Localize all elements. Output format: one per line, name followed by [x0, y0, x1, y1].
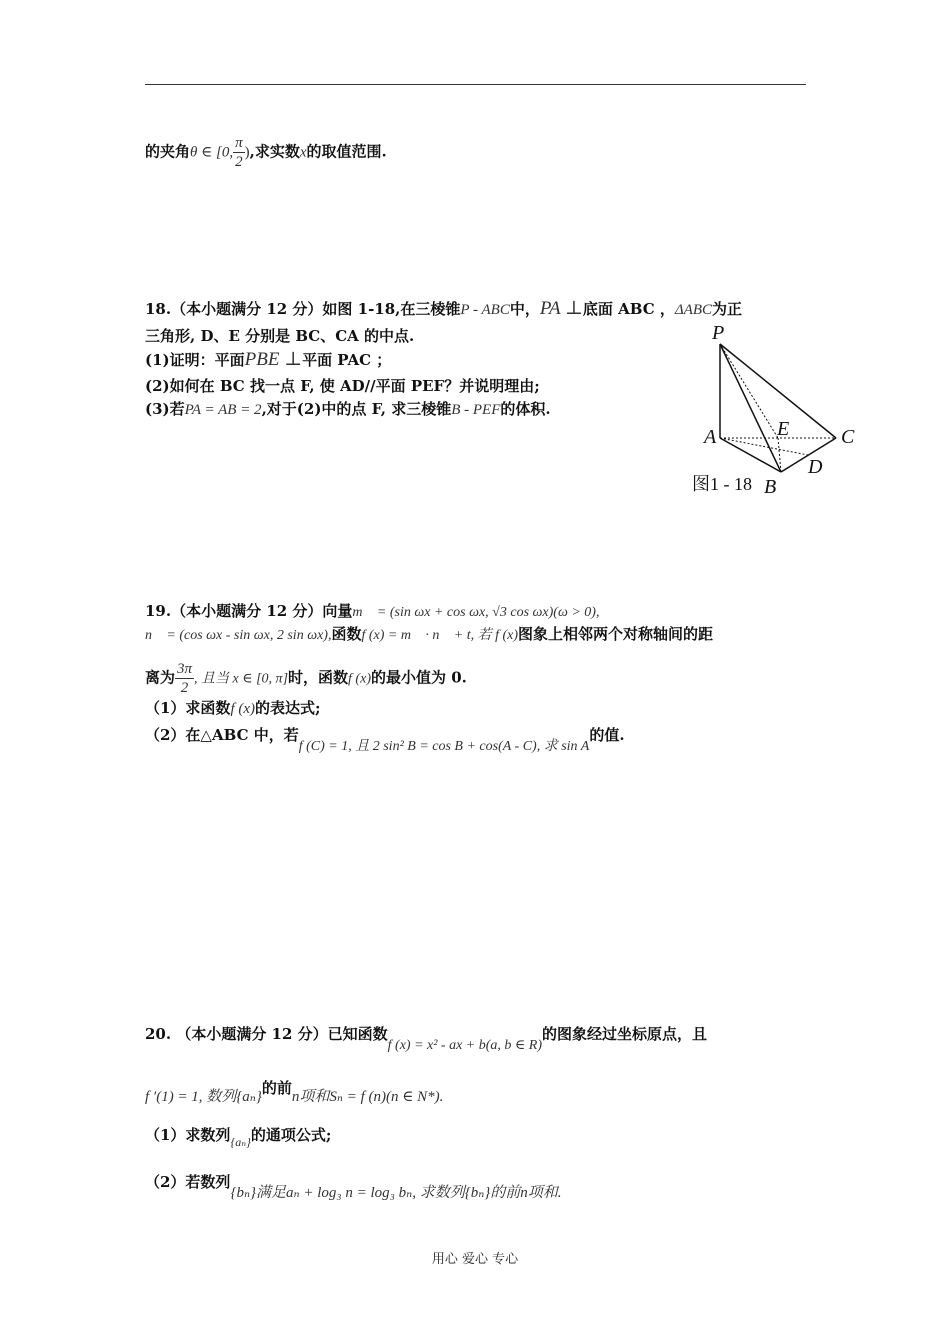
q19-line1: 19.（本小题满分 12 分）向量m⃗ = (sin ωx + cos ωx, √3 cos ωx)(ω > 0),: [145, 602, 600, 620]
page-footer: 用心 爱心 专心: [431, 1252, 519, 1267]
q18-part3: (3)若PA = AB = 2,对于(2)中的点 F, 求三棱锥B - PEF的体积.: [145, 400, 551, 418]
q19-fraction: $\frac{3\pi}{2}$: [177, 661, 193, 696]
q20-line2: f ′(1) = 1, 数列{aₙ}的前n项和Sₙ = f (n)(n ∈ N*).: [145, 1079, 444, 1105]
q19-part2: （2）在△ABC 中，若f (C) = 1, 且 2 sin² B = cos B + cos(A - C), 求 sin A的值.: [145, 726, 625, 754]
q18-line1: 18.（本小题满分 12 分）如图 1-18,在三棱锥P - ABC中，PA ⊥底面 ABC ，ΔABC为正: [145, 298, 743, 319]
q19-line2: n⃗ = (cos ωx - sin ωx, 2 sin ωx),函数f (x) = m⃗ · n⃗ + t, 若 f (x)图象上相邻两个对称轴间的距: [145, 625, 714, 643]
q20-part1: （1）求数列$_{\{a_n\}}$的通项公式;: [145, 1126, 332, 1149]
label-P: P: [712, 322, 725, 344]
edge-PB: [720, 344, 781, 472]
label-E: E: [777, 418, 790, 440]
figure-pyramid: [692, 320, 876, 504]
label-C: C: [841, 426, 855, 448]
edge-PE: [720, 344, 778, 438]
q20-line1: 20. （本小题满分 12 分）已知函数f (x) = x² - ax + b(a, b ∈ R)的图象经过坐标原点，且: [145, 1025, 708, 1053]
q17-fraction: $\frac{\pi}{2}$: [235, 135, 243, 170]
q17-text: 的夹角: [145, 142, 191, 161]
edge-AB: [720, 438, 781, 472]
figure-caption: 图1 - 18: [692, 474, 752, 494]
edge-AD: [720, 438, 808, 455]
q20-part2: （2）若数列{bₙ}满足aₙ + log₃ n = log₃ bₙ, 求数列{bₙ}的前n项和.: [145, 1173, 562, 1201]
label-B: B: [764, 476, 777, 498]
q18-part2: (2)如何在 BC 找一点 F, 使 AD//平面 PEF？并说明理由;: [145, 377, 540, 395]
q17-tail: 的夹角θ ∈ [0, $\frac{\pi}{2}$ ),求实数x的取值范围.: [145, 135, 387, 170]
q17-math: θ ∈ [0,: [190, 144, 234, 161]
q18-part1: (1)证明：平面PBE ⊥平面 PAC ；: [145, 349, 392, 370]
q18-line2: 三角形, D、E 分别是 BC、CA 的中点.: [145, 327, 415, 345]
label-D: D: [808, 456, 823, 478]
header-rule: [145, 84, 806, 85]
label-A: A: [704, 426, 717, 448]
q19-line3: 离为 $\frac{3\pi}{2}$ , 且当 x ∈ [0, π]时，函数f (x)的最小值为 0.: [145, 661, 467, 696]
q19-part1: （1）求函数f (x)的表达式;: [145, 699, 321, 717]
